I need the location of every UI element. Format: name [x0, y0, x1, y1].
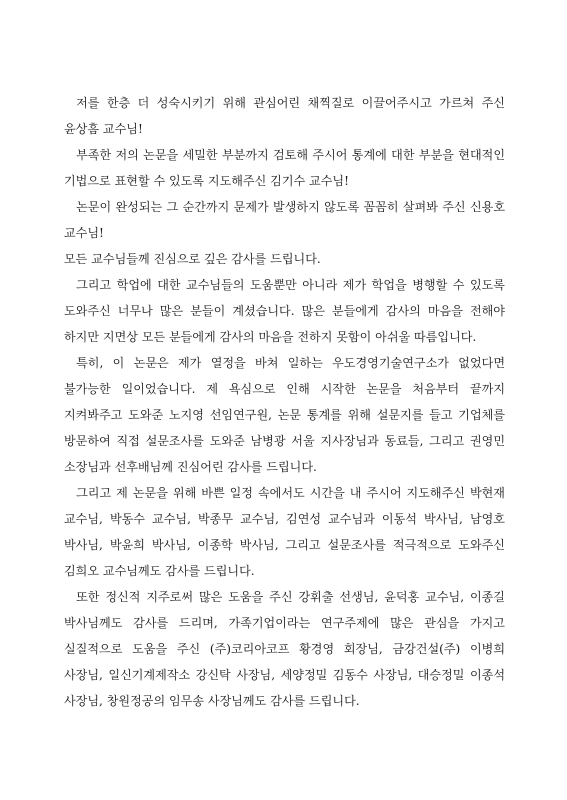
paragraph-reviewer: 논문이 완성되는 그 순간까지 문제가 발생하지 않도록 꼼꼼히 살펴봐 주신 신용호 교수님!: [64, 200, 505, 240]
paragraph-professors: 그리고 제 논문을 위해 바쁜 일정 속에서도 시간을 내 주시어 지도해주신 박현재 교수님, 박동수 교수님, 박종무 교수님, 김연성 교수님과 이동석 박사님, 남영호 박사님, 박윤희 박사님, 이종학 박사님, 그리고 설문조사를 적극적으로 도와주신 김희오 교수님께도 감사를 드립니다.: [64, 486, 505, 578]
paragraph-thanks-all: 모든 교수님들께 진심으로 깊은 감사를 드립니다.: [64, 252, 321, 266]
paragraph-companies: 또한 정신적 지주로써 많은 도움을 주신 강휘출 선생님, 윤덕홍 교수님, 이종길 박사님께도 감사를 드리며, 가족기업이라는 연구주제에 많은 관심을 가지고 실질적으로 도움을 주신 (주)코리아코프 황경영 회장님, 금강건설(주) 이병희 사장님, 일신기계제작소 강신탁 사장님, 세양정밀 김동수 사장님, 대승정밀 이종석 사장님, 창원정공의 임무송 사장님께도 감사를 드립니다.: [64, 590, 505, 708]
paragraph-statistics-advisor: 부족한 저의 논문을 세밀한 부분까지 검토해 주시어 통계에 대한 부분을 현대적인 기법으로 표현할 수 있도록 지도해주신 김기수 교수님!: [64, 148, 505, 188]
acknowledgments-text: [64, 90, 505, 714]
paragraph-supporters: 그리고 학업에 대한 교수님들의 도움뿐만 아니라 제가 학업을 병행할 수 있도록 도와주신 너무나 많은 분들이 계셨습니다. 많은 분들에게 감사의 마음을 전해야 하지만 지면상 모든 분들에게 감사의 마음을 전하지 못함이 아쉬울 따름입니다.: [64, 278, 505, 344]
paragraph-advisor: 저를 한층 더 성숙시키기 위해 관심어린 채찍질로 이끌어주시고 가르쳐 주신 윤상흠 교수님!: [64, 96, 505, 136]
paragraph-institute: 특히, 이 논문은 제가 열정을 바쳐 일하는 우도경영기술연구소가 없었다면 불가능한 일이었습니다. 제 욕심으로 인해 시작한 논문을 처음부터 끝까지 지켜봐주고 도와준 노지영 선임연구원, 논문 통계를 위해 설문지를 들고 기업체를 방문하여 직접 설문조사를 도와준 남병광 서울 지사장님과 동료들, 그리고 권영민 소장님과 선후배님께 진심어린 감사를 드립니다.: [64, 356, 505, 474]
